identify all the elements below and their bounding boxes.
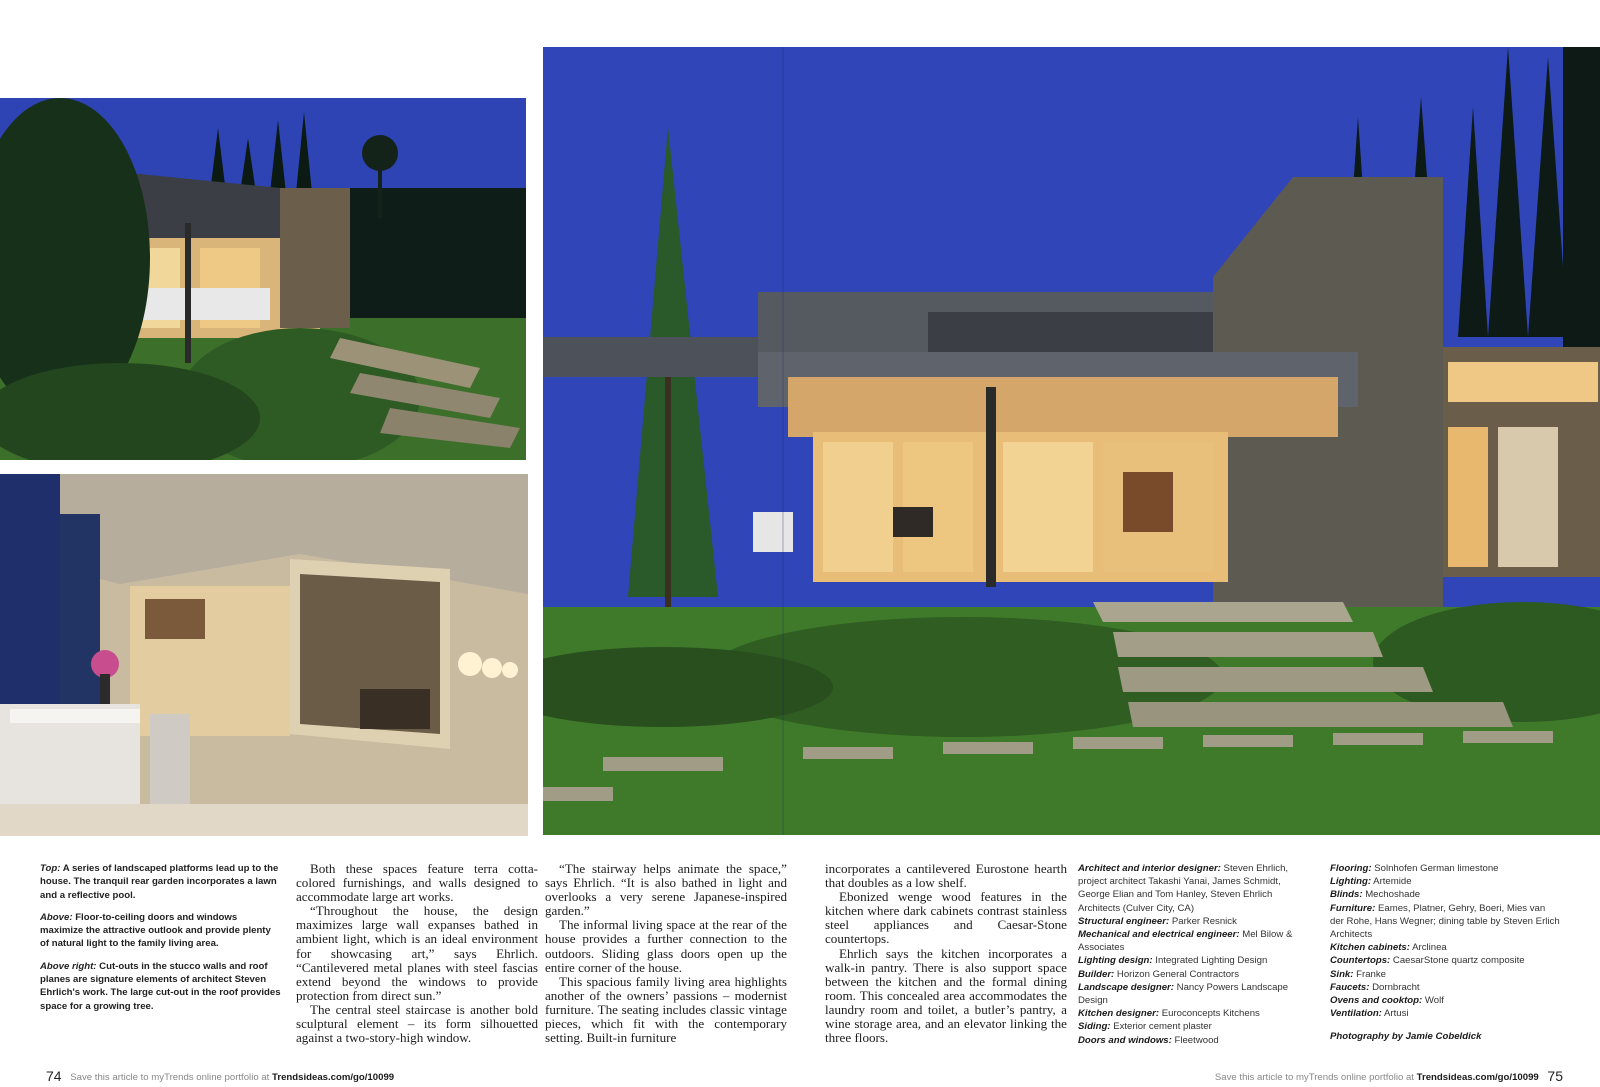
photography-credit: Photography by Jamie Cobeldick [1330,1031,1482,1043]
credit-value: Mechoshade [1365,889,1421,901]
page-number-right: 75 [1547,1068,1563,1084]
credit-value: Mel Bilow & Associates [1078,929,1293,954]
body-paragraph: The central steel staircase is another bold sculptural element – its form silhouetted against a two-story-high window. [296,1001,538,1046]
credit-value: CaesarStone quartz composite [1392,955,1525,967]
credit-value: Integrated Lighting Design [1155,955,1268,967]
credit-value: Steven Ehrlich, project architect Takashi Yanai, James Schmidt, George Elian and Tom Hanley, Steven Ehrlich Architects (Culver City, CA) [1078,863,1289,914]
credit-label: Furniture: [1330,902,1376,914]
credit-value: Exterior cement plaster [1113,1021,1212,1033]
credit-label: Blinds: [1330,889,1363,901]
body-paragraph: “The stairway helps animate the space,” says Ehrlich. “It is also bathed in light and overlooks a very serene Japanese-inspired garden.” [545,861,787,919]
credit-row [1330,862,1560,875]
credits-list-2 [1330,862,1560,1044]
credit-label: Lighting design: [1078,955,1153,967]
body-paragraph: “Throughout the house, the design maximizes large wall expanses bathed in ambient light, which is an ideal environment for showcasing art,” says Ehrlich. “Cantilevered metal planes with steel fascias extend beyond the windows to provide protection from direct sun.” [296,903,538,1003]
credit-label: Structural engineer: [1078,915,1170,927]
credit-row [1078,862,1300,915]
credit-row [1330,981,1560,994]
page-number-left: 74 [46,1068,62,1084]
credit-row [1078,954,1300,967]
credit-row [1330,941,1560,954]
body-paragraph: incorporates a cantilevered Eurostone hearth that doubles as a low shelf. [825,861,1067,891]
credit-row [1078,1007,1300,1020]
credit-row [1078,1020,1300,1033]
footer-url-link[interactable]: Trendsideas.com/go/10099 [272,1072,395,1083]
credit-value: Artemide [1373,876,1412,888]
caption-top [40,862,282,902]
credit-value: Eames, Platner, Gehry, Boeri, Mies van der Rohe, Hans Wegner; dining table by Steven Erlich Architects [1330,902,1560,941]
caption-above-text: Floor-to-ceiling doors and windows maximize the attractive outlook and provide plenty of natural light to the family living area. [40,911,271,950]
credit-value: Fleetwood [1174,1034,1219,1046]
credits-list-1 [1078,862,1300,1047]
credit-label: Kitchen designer: [1078,1008,1160,1020]
credit-value: Arclinea [1412,942,1447,954]
credit-value: Euroconcepts Kitchens [1161,1008,1260,1020]
credit-row [1078,968,1300,981]
caption-above-right [40,960,282,1013]
credit-label: Doors and windows: [1078,1034,1172,1046]
body-paragraph: Ebonized wenge wood features in the kitchen where dark cabinets contrast stainless steel appliances and Caesar-Stone countertops. [825,889,1067,947]
footer-right [1215,1068,1569,1084]
credit-value: Nancy Powers Landscape Design [1078,981,1289,1007]
footer-left [40,1068,394,1084]
credit-row [1330,1007,1560,1020]
credit-value: Dornbracht [1372,981,1420,993]
body-column-3 [825,862,1067,1045]
credit-label: Siding: [1078,1021,1111,1033]
credit-label: Ovens and cooktop: [1330,995,1423,1007]
photo-captions [40,862,282,1022]
credit-label: Architect and interior designer: [1078,863,1221,874]
credit-value: Franke [1356,968,1386,980]
body-paragraph: This spacious family living area highlights another of the owners’ passions – modernist furniture. The seating includes classic vintage pieces, which fit with the contemporary setting. Built-in furniture [545,973,787,1046]
body-paragraph: Ehrlich says the kitchen incorporates a walk-in pantry. There is also support space between the kitchen and the formal dining room. This concealed area accommodates the laundry room and toilet, a butler’s pantry, a wine storage area, and an elevator linking the three floors. [825,945,1067,1046]
credit-value: Horizon General Contractors [1116,968,1240,980]
credit-label: Flooring: [1330,863,1372,874]
credit-value: Parker Resnick [1171,915,1237,927]
credit-value: Artusi [1384,1008,1409,1020]
credit-row [1078,1034,1300,1047]
caption-top-text: A series of landscaped platforms lead up to the house. The tranquil rear garden incorporates a lawn and a reflective pool. [40,863,279,901]
credit-label: Mechanical and electrical engineer: [1078,929,1240,941]
credit-row [1330,968,1560,981]
credit-row [1330,875,1560,888]
credit-row [1330,994,1560,1007]
caption-above-right-text: Cut-outs in the stucco walls and roof planes are signature elements of architect Steven Ehrlich's work. The large cut-out in the roof provides space for a growing tree. [40,960,281,1012]
credit-label: Builder: [1078,968,1115,980]
credit-row [1078,915,1300,928]
credit-label: Faucets: [1330,981,1370,993]
body-column-2 [545,862,787,1045]
body-paragraph: The informal living space at the rear of the house provides a further connection to the outdoors. Sliding glass doors open up the entire corner of the house. [545,917,787,975]
credit-label: Landscape designer: [1078,981,1174,993]
footer-url-link[interactable]: Trendsideas.com/go/10099 [1416,1072,1539,1083]
caption-above [40,911,282,951]
credit-label: Lighting: [1330,876,1372,888]
caption-above-right-lead: Above right: [40,960,97,972]
credit-label: Kitchen cabinets: [1330,942,1410,954]
credit-row [1078,928,1300,954]
credit-label: Countertops: [1330,955,1391,967]
credit-value: Wolf [1424,995,1444,1007]
credit-value: Solnhofen German limestone [1374,863,1499,874]
footer-save-text: Save this article to myTrends online portfolio at [70,1072,270,1083]
photo-family-living-area [0,474,528,836]
credit-label: Sink: [1330,968,1354,980]
photo-top-exterior [0,98,526,460]
caption-top-lead: Top: [40,863,61,874]
body-column-1 [296,862,538,1045]
credit-row [1330,888,1560,901]
credit-row [1078,981,1300,1007]
credit-row [1330,902,1560,942]
credit-label: Ventilation: [1330,1008,1382,1020]
photo-rear-exterior [543,47,1600,835]
footer-save-text: Save this article to myTrends online portfolio at [1214,1072,1414,1083]
caption-above-lead: Above: [40,911,73,923]
body-paragraph: Both these spaces feature terra cotta-colored furnishings, and walls designed to accommodate large art works. [296,861,538,905]
credit-row [1330,954,1560,967]
